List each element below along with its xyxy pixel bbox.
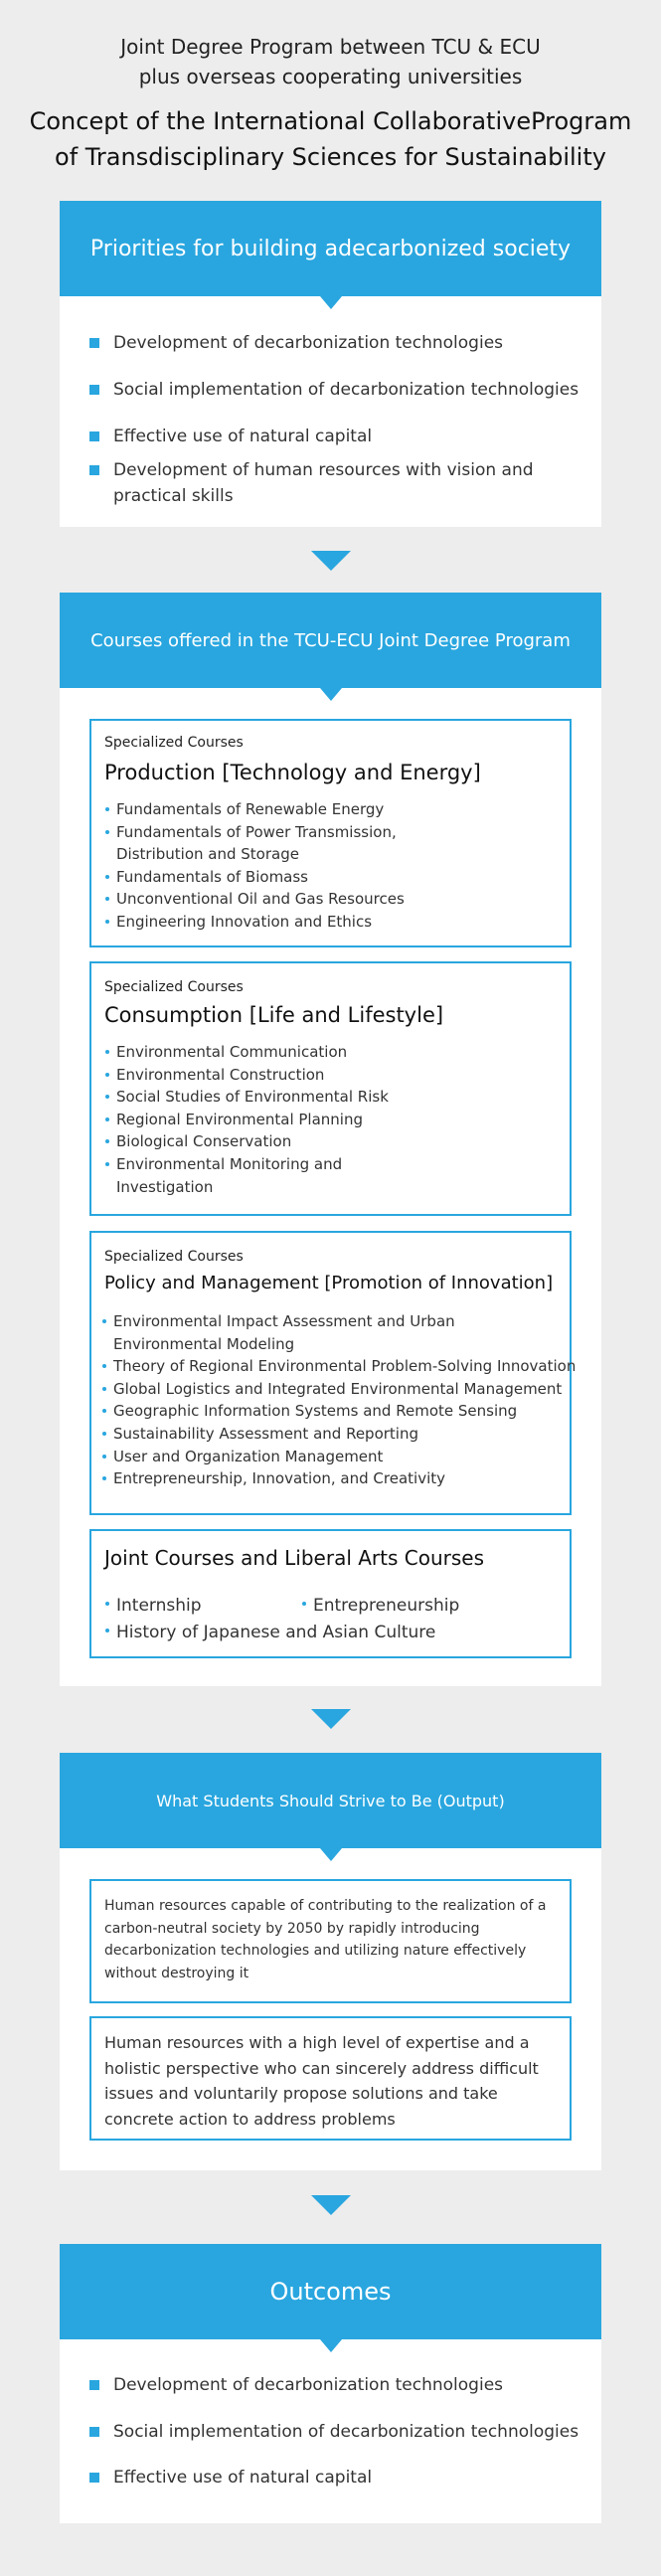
output-text-1: Human resources capable of contributing to the realization of a carbon-neutral society by 2050 by rapidly introducing decarbonization technologies and utilizing nature effectively without destroying it xyxy=(104,1898,547,1981)
course-item: Unconventional Oil and Gas Resources xyxy=(104,888,405,911)
joint-courses-title: Joint Courses and Liberal Arts Courses xyxy=(104,1546,485,1570)
specialized-courses-label: Specialized Courses xyxy=(104,735,244,751)
course-item: Fundamentals of Biomass xyxy=(104,866,405,889)
course-item: Social Studies of Environmental Risk xyxy=(104,1086,389,1109)
course-item-continuation: Environmental Modeling xyxy=(113,1334,295,1353)
course-item: Environmental Construction xyxy=(104,1064,389,1087)
outcome-item: Social implementation of decarbonization technologies xyxy=(89,2419,578,2445)
output-text-2: Human resources with a high level of expertise and a holistic perspective who can sincerely address difficult issues and voluntarily propose solutions and take concrete action to address problems xyxy=(104,2033,539,2129)
header-subtitle-line-1: Joint Degree Program between TCU & ECU xyxy=(120,35,541,59)
priority-item-continuation: practical skills xyxy=(113,486,234,506)
output-heading: What Students Should Strive to Be (Output) xyxy=(60,1753,601,1848)
outcomes-heading: Outcomes xyxy=(60,2244,601,2339)
course-item: Theory of Regional Environmental Problem-Solving Innovation xyxy=(101,1355,576,1378)
course-item: Geographic Information Systems and Remote Sensing xyxy=(101,1400,576,1423)
joint-course-item: Internship xyxy=(104,1593,202,1619)
production-course-list xyxy=(104,798,405,934)
priority-item: Development of human resources with vision and xyxy=(89,457,534,483)
course-item: Sustainability Assessment and Reporting xyxy=(101,1423,576,1446)
joint-course-list xyxy=(104,1593,562,1652)
policy-course-list xyxy=(101,1310,576,1490)
course-item: Biological Conservation xyxy=(104,1130,389,1153)
priorities-card xyxy=(60,201,601,527)
priority-item: Development of decarbonization technologies xyxy=(89,330,503,356)
course-item: Global Logistics and Integrated Environmental Management xyxy=(101,1378,576,1401)
policy-courses-box xyxy=(89,1231,577,1515)
policy-title: Policy and Management [Promotion of Innovation] xyxy=(104,1273,554,1293)
course-item: Entrepreneurship, Innovation, and Creativity xyxy=(101,1467,576,1490)
flow-arrow-down-icon xyxy=(311,551,351,571)
outcomes-card xyxy=(60,2244,601,2523)
flow-arrow-down-icon xyxy=(311,1709,351,1729)
course-item: Fundamentals of Renewable Energy xyxy=(104,798,405,821)
output-box-1 xyxy=(89,1879,572,2003)
flow-arrow-down-icon xyxy=(311,2195,351,2215)
priorities-heading: Priorities for building adecarbonized society xyxy=(60,201,601,296)
consumption-course-list xyxy=(104,1041,389,1198)
course-item: Environmental Communication xyxy=(104,1041,389,1064)
joint-course-item: Entrepreneurship xyxy=(301,1593,459,1619)
course-item: Environmental Impact Assessment and Urban xyxy=(101,1310,576,1333)
output-card xyxy=(60,1753,601,2170)
specialized-courses-label: Specialized Courses xyxy=(104,1249,244,1265)
course-item-continuation: Distribution and Storage xyxy=(116,845,299,864)
outcome-item: Development of decarbonization technologies xyxy=(89,2372,503,2398)
courses-card xyxy=(60,593,601,1686)
page-title-line-2: of Transdisciplinary Sciences for Sustainability xyxy=(55,143,606,171)
courses-heading: Courses offered in the TCU-ECU Joint Degree Program xyxy=(60,593,601,688)
production-title: Production [Technology and Energy] xyxy=(104,761,481,784)
course-item-continuation: Investigation xyxy=(116,1177,214,1196)
consumption-title: Consumption [Life and Lifestyle] xyxy=(104,1003,444,1027)
joint-courses-box xyxy=(89,1529,572,1658)
course-item: Environmental Monitoring and xyxy=(104,1153,389,1176)
course-item: User and Organization Management xyxy=(101,1446,576,1468)
priority-item: Effective use of natural capital xyxy=(89,424,372,449)
page-title-line-1: Concept of the International CollaborativeProgram xyxy=(29,107,632,135)
course-item: Engineering Innovation and Ethics xyxy=(104,911,405,934)
header-subtitle-line-2: plus overseas cooperating universities xyxy=(138,65,523,88)
course-item: Regional Environmental Planning xyxy=(104,1109,389,1131)
course-item: Fundamentals of Power Transmission, xyxy=(104,821,405,844)
outcome-item: Effective use of natural capital xyxy=(89,2465,372,2490)
specialized-courses-label: Specialized Courses xyxy=(104,979,244,995)
consumption-courses-box xyxy=(89,961,572,1216)
priority-item: Social implementation of decarbonization technologies xyxy=(89,377,578,403)
joint-course-item: History of Japanese and Asian Culture xyxy=(104,1620,435,1645)
output-box-2 xyxy=(89,2016,572,2141)
production-courses-box xyxy=(89,719,572,947)
